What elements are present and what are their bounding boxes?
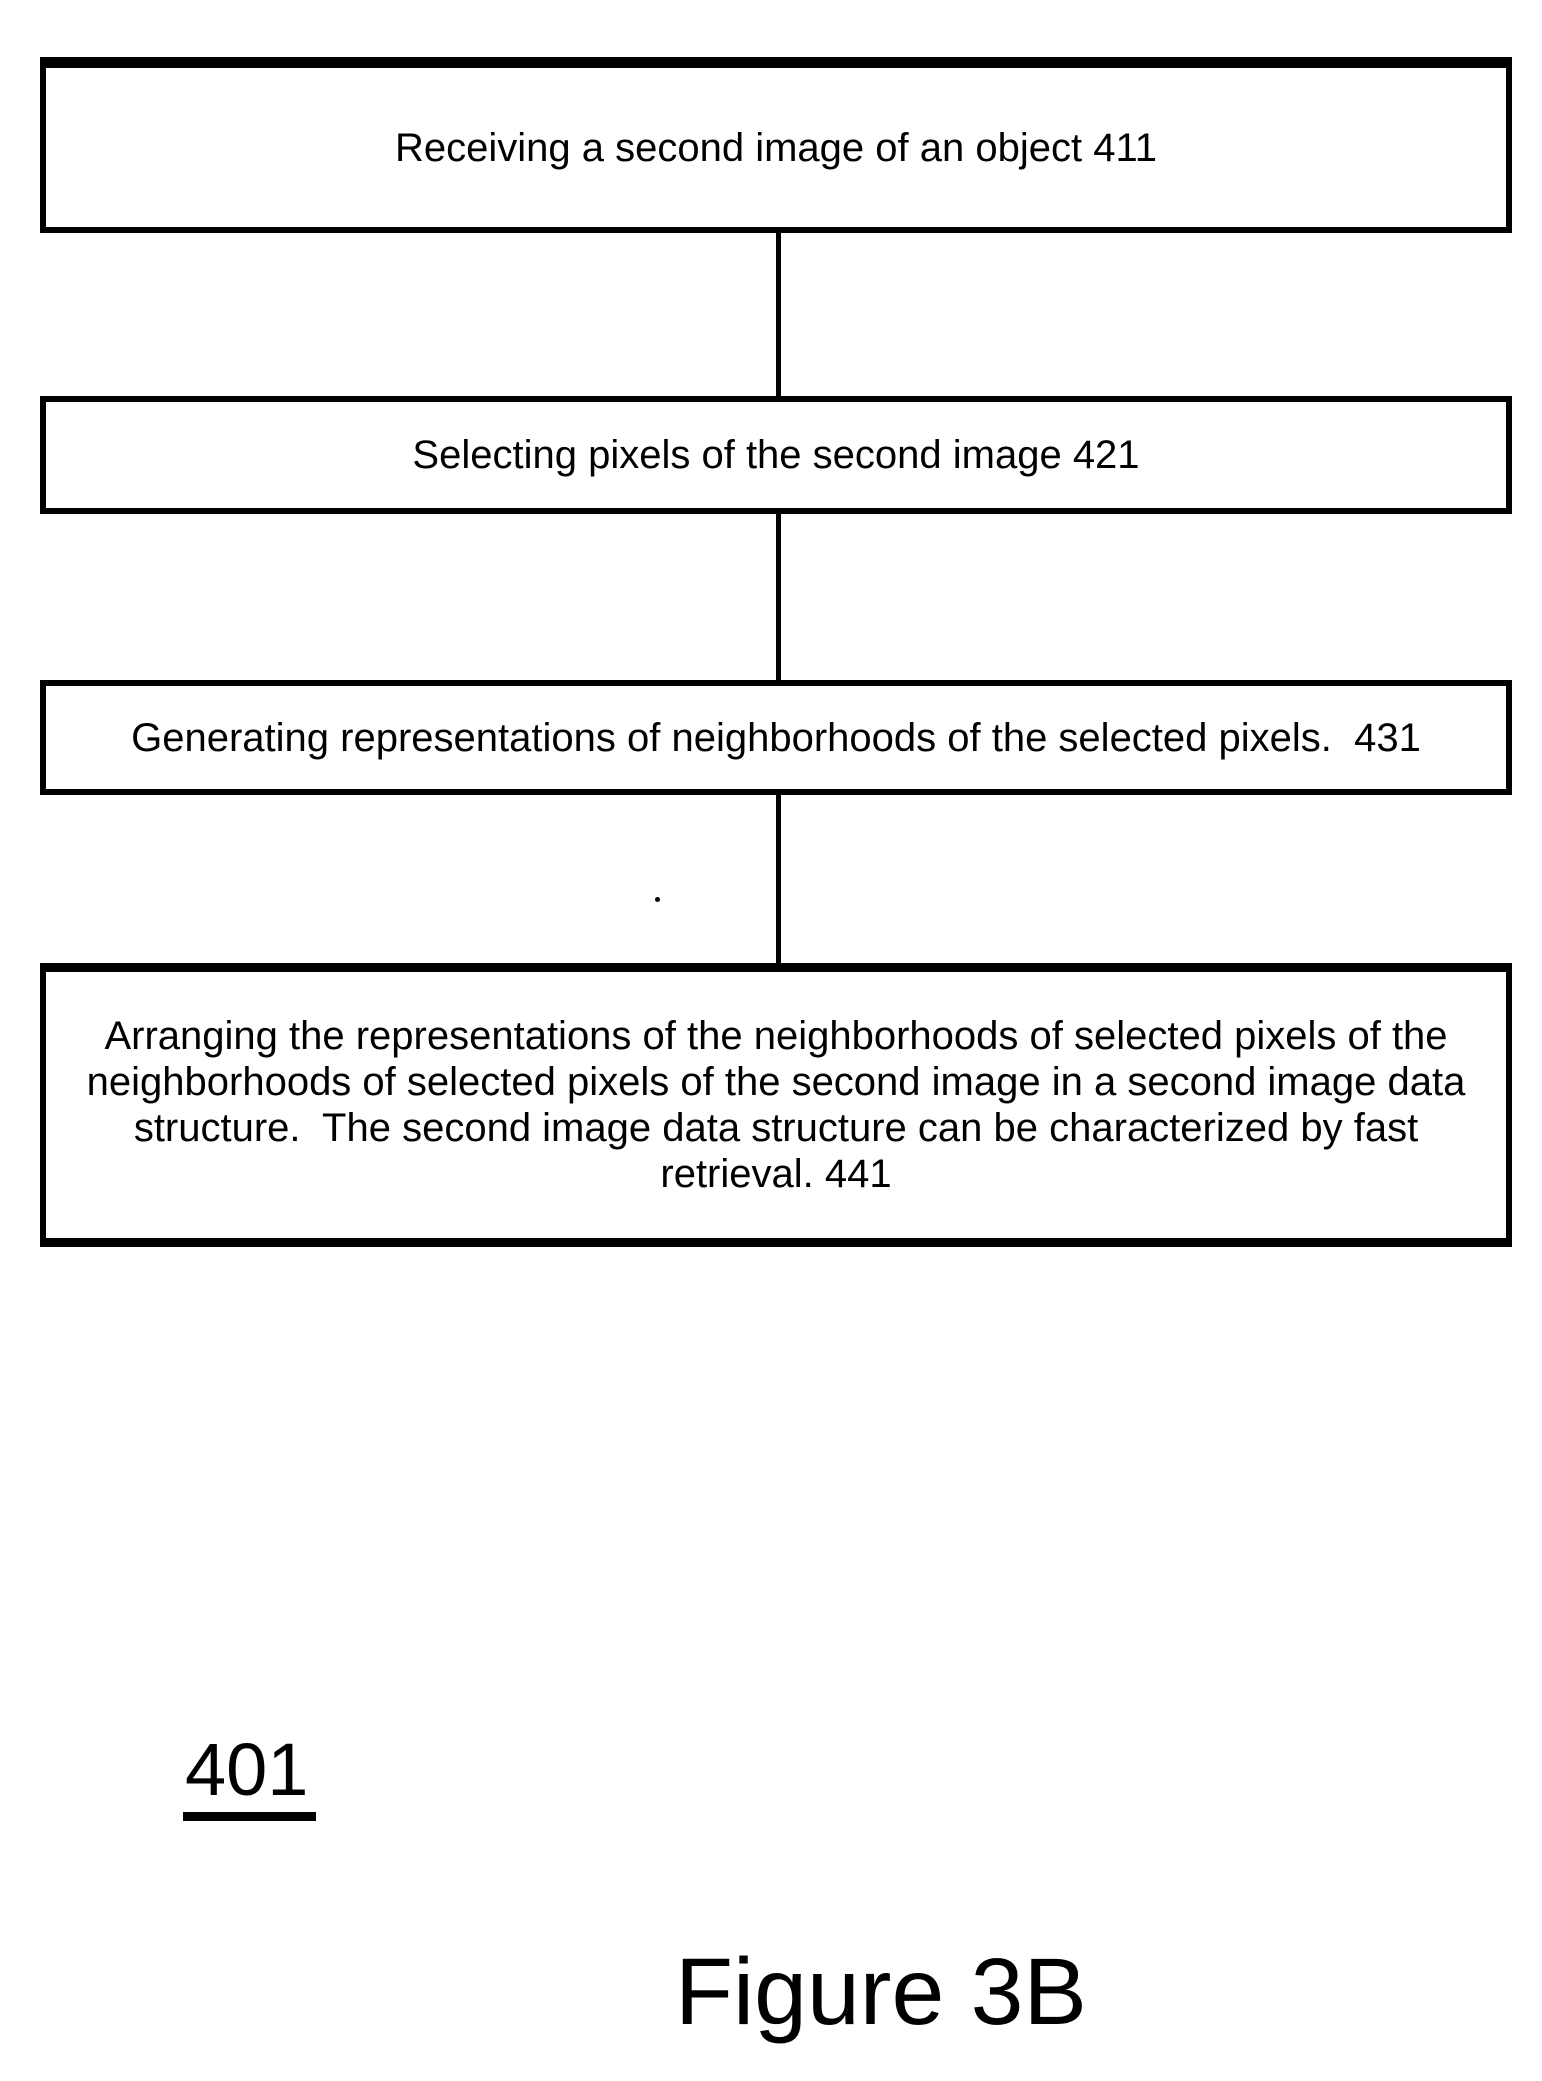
figure-caption: Figure 3B (675, 1939, 1087, 2045)
scan-artifact-dot (655, 897, 660, 902)
flowchart-step-box-441 (40, 963, 1512, 1247)
connector-line-431-441 (776, 795, 781, 963)
flowchart-step-box-431 (40, 680, 1512, 795)
flowchart-step-box-421 (40, 396, 1512, 514)
diagram-reference-number: 401 (183, 1733, 316, 1821)
connector-line-411-421 (776, 233, 781, 396)
flowchart-step-text-441: Arranging the representations of the neighborhoods of selected pixels of the neighborhoods of selected pixels of the second image in a second image data structure. The second image data structure can be characterized by fast retrieval. 441 (86, 1014, 1477, 1196)
connector-line-421-431 (776, 514, 781, 680)
flowchart-step-text-411: Receiving a second image of an object 411 (395, 125, 1157, 170)
flowchart-step-box-411 (40, 57, 1512, 233)
flowchart-step-text-431: Generating representations of neighborhoods of the selected pixels. 431 (131, 715, 1421, 760)
flowchart-step-text-421: Selecting pixels of the second image 421 (412, 433, 1140, 477)
